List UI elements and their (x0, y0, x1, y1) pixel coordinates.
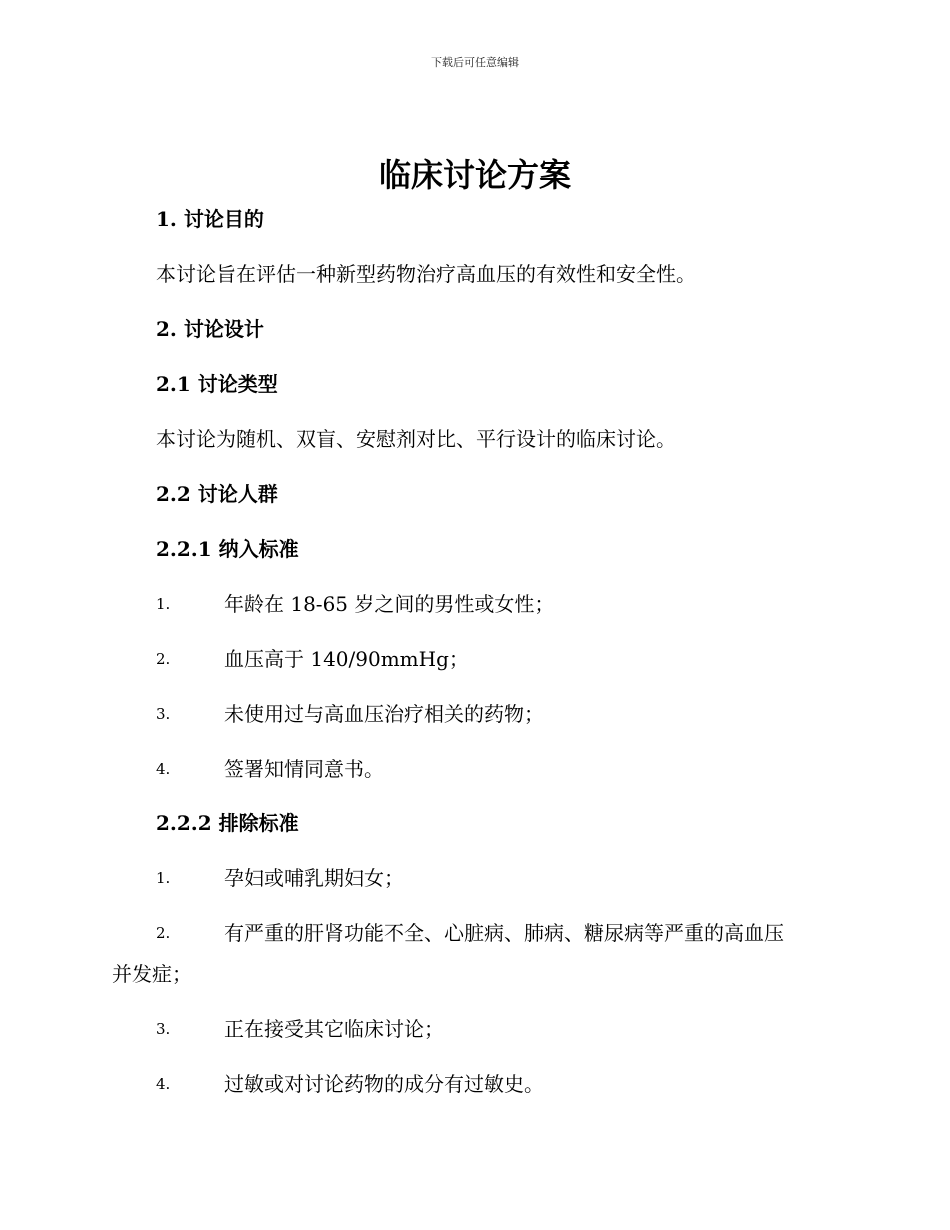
list-text: 孕妇或哺乳期妇女； (224, 866, 404, 890)
list-number: 3. (156, 705, 171, 723)
section-1-heading: 1. 讨论目的 (156, 207, 264, 231)
section-2-2-1-heading: 2.2.1 纳入标准 (156, 537, 299, 561)
list-number: 2. (156, 924, 171, 942)
document-title: 临床讨论方案 (378, 156, 571, 194)
section-2-heading: 2. 讨论设计 (156, 317, 264, 341)
list-text: 有严重的肝肾功能不全、心脏病、肺病、糖尿病等严重的高血压 (224, 921, 784, 945)
section-2-1-heading: 2.1 讨论类型 (156, 372, 278, 396)
list-text: 血压高于 140/90mmHg； (224, 647, 469, 671)
section-2-1-body: 本讨论为随机、双盲、安慰剂对比、平行设计的临床讨论。 (156, 427, 676, 451)
list-text: 正在接受其它临床讨论； (224, 1017, 444, 1041)
section-2-2-2-heading: 2.2.2 排除标准 (156, 811, 299, 835)
section-2-2-heading: 2.2 讨论人群 (156, 482, 278, 506)
list-item (0, 592, 950, 616)
list-number: 1. (156, 869, 171, 887)
list-item (0, 757, 950, 781)
list-item (0, 1017, 950, 1041)
list-text: 年龄在 18-65 岁之间的男性或女性； (224, 592, 555, 616)
list-item (0, 647, 950, 671)
list-number: 4. (156, 1075, 171, 1093)
list-item (0, 866, 950, 890)
list-text: 过敏或对讨论药物的成分有过敏史。 (224, 1072, 544, 1096)
header-note: 下载后可任意编辑 (431, 56, 519, 69)
list-number: 1. (156, 595, 171, 613)
list-item (0, 1072, 950, 1096)
list-number: 3. (156, 1020, 171, 1038)
list-item (0, 921, 950, 945)
list-text-continuation: 并发症； (112, 962, 192, 986)
section-1-body: 本讨论旨在评估一种新型药物治疗高血压的有效性和安全性。 (156, 262, 696, 286)
list-number: 4. (156, 760, 171, 778)
list-item (0, 702, 950, 726)
list-text: 签署知情同意书。 (224, 757, 384, 781)
list-number: 2. (156, 650, 171, 668)
list-text: 未使用过与高血压治疗相关的药物； (224, 702, 544, 726)
